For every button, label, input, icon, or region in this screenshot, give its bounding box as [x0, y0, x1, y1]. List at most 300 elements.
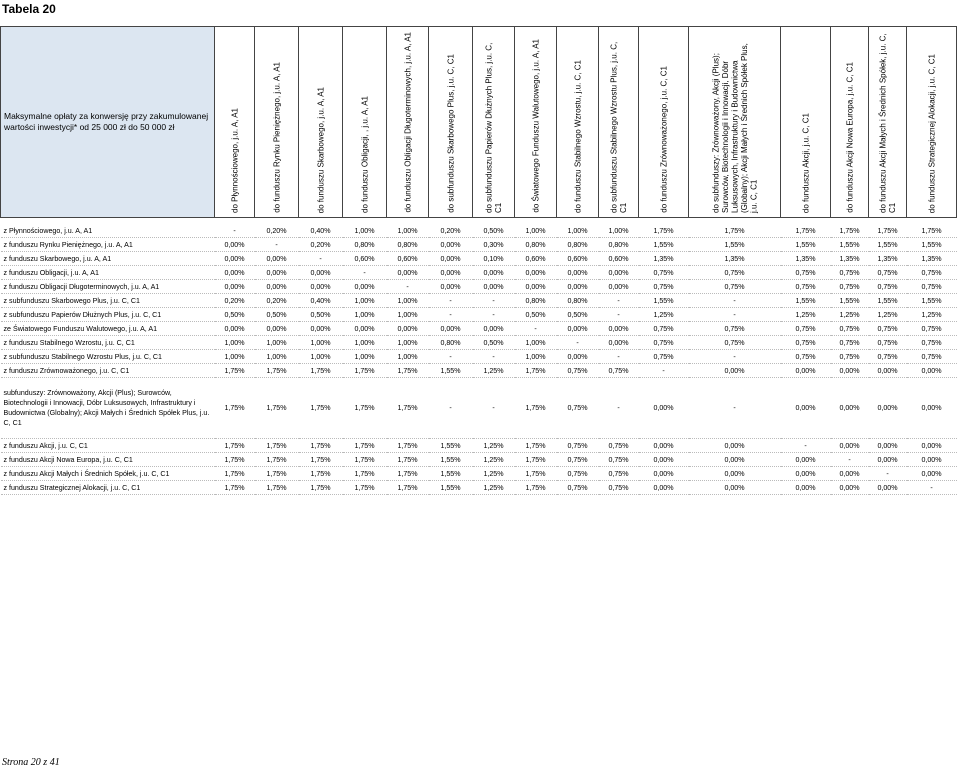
- table-row: [1, 238, 957, 252]
- fee-cell: 0,20%: [429, 224, 473, 238]
- fee-cell: 1,75%: [299, 467, 343, 481]
- fee-cell: 0,20%: [255, 224, 299, 238]
- fee-cell: 1,75%: [215, 378, 255, 439]
- fee-cell: 1,00%: [343, 336, 387, 350]
- fee-cell: 0,00%: [255, 280, 299, 294]
- fee-cell: 1,00%: [599, 224, 639, 238]
- fee-cell: 0,00%: [429, 252, 473, 266]
- fee-cell: 0,00%: [299, 266, 343, 280]
- header-row: [1, 27, 957, 218]
- row-label: z funduszu Rynku Pieniężnego, j.u. A, A1: [1, 238, 215, 252]
- fee-cell: 0,75%: [831, 350, 869, 364]
- fee-cell: 0,75%: [831, 266, 869, 280]
- fee-cell: 1,75%: [387, 453, 429, 467]
- fee-cell: 1,55%: [831, 294, 869, 308]
- row-label: z subfunduszu Skarbowego Plus, j.u. C, C1: [1, 294, 215, 308]
- fee-cell: 0,75%: [781, 322, 831, 336]
- fee-cell: 0,00%: [869, 453, 907, 467]
- fee-cell: 0,75%: [781, 280, 831, 294]
- fee-cell: 1,75%: [299, 453, 343, 467]
- fee-cell: 0,00%: [907, 364, 957, 378]
- fee-cell: 1,55%: [429, 481, 473, 495]
- fee-cell: 0,75%: [557, 364, 599, 378]
- fee-cell: 0,60%: [515, 252, 557, 266]
- corner-header: Maksymalne opłaty za konwersję przy zakumulowanej wartości inwestycji* od 25 000 zł do 50 000 zł: [1, 27, 215, 218]
- row-label: z funduszu Strategicznej Alokacji, j.u. C, C1: [1, 481, 215, 495]
- table-row: [1, 266, 957, 280]
- fee-cell: 1,75%: [255, 481, 299, 495]
- fee-cell: 0,75%: [869, 280, 907, 294]
- fee-cell: 1,55%: [781, 294, 831, 308]
- fee-cell: 0,60%: [343, 252, 387, 266]
- fee-cell: 0,00%: [255, 322, 299, 336]
- column-header: [299, 27, 343, 218]
- fee-cell: 0,00%: [215, 252, 255, 266]
- column-header-label: do Światowego Funduszu Walutowego, j.u. A, A1: [530, 39, 540, 213]
- fee-cell: 0,00%: [599, 322, 639, 336]
- fee-cell: 1,75%: [515, 467, 557, 481]
- fee-cell: 0,00%: [781, 378, 831, 439]
- fee-cell: 1,75%: [387, 481, 429, 495]
- fee-cell: 1,75%: [869, 224, 907, 238]
- fee-cell: -: [639, 364, 689, 378]
- column-header-label: do subfunduszy: Zrównoważony, Akcji (Plus); Surowców, Biotechnologii i Innowacji, Dóbr Luksusowych, Infrastruktury i Budownictwa (Globalny); Akcji Małych i Średnich Spółek Plus, j.u. C, C1: [710, 43, 758, 213]
- fee-cell: 0,00%: [831, 378, 869, 439]
- fee-cell: 1,75%: [299, 378, 343, 439]
- fee-cell: 0,80%: [515, 238, 557, 252]
- fee-cell: 0,00%: [515, 266, 557, 280]
- fee-cell: 0,00%: [689, 364, 781, 378]
- column-header: [781, 27, 831, 218]
- fee-cell: 0,50%: [557, 308, 599, 322]
- fee-cell: 0,75%: [557, 467, 599, 481]
- fee-cell: 0,75%: [869, 336, 907, 350]
- fee-cell: 0,00%: [639, 453, 689, 467]
- fee-cell: 1,55%: [781, 238, 831, 252]
- fee-cell: 0,00%: [639, 378, 689, 439]
- fee-cell: 0,80%: [599, 238, 639, 252]
- fee-cell: 0,50%: [255, 308, 299, 322]
- fee-cell: 1,75%: [387, 439, 429, 453]
- fee-cell: 1,25%: [473, 453, 515, 467]
- column-header: [255, 27, 299, 218]
- fee-cell: -: [473, 378, 515, 439]
- table-row: [1, 308, 957, 322]
- fee-cell: 0,75%: [869, 350, 907, 364]
- row-label: z funduszu Obligacji, j.u. A, A1: [1, 266, 215, 280]
- fee-cell: 0,00%: [689, 467, 781, 481]
- fee-cell: 1,25%: [639, 308, 689, 322]
- table-row: [1, 294, 957, 308]
- fee-cell: 1,75%: [515, 378, 557, 439]
- fee-cell: 1,00%: [343, 308, 387, 322]
- row-label: z funduszu Akcji, j.u. C, C1: [1, 439, 215, 453]
- fee-cell: 1,75%: [515, 439, 557, 453]
- fee-cell: 1,75%: [343, 453, 387, 467]
- fee-cell: 0,75%: [831, 336, 869, 350]
- fee-cell: 1,00%: [255, 336, 299, 350]
- fee-cell: 0,75%: [689, 280, 781, 294]
- fee-cell: 0,75%: [907, 322, 957, 336]
- fee-cell: 0,75%: [599, 439, 639, 453]
- fee-cell: 0,00%: [473, 266, 515, 280]
- fee-cell: 1,00%: [387, 350, 429, 364]
- table-row: [1, 252, 957, 266]
- column-header-label: do subfunduszu Papierów Dłużnych Plus, j.u. C, C1: [484, 42, 503, 213]
- table-row: [1, 350, 957, 364]
- fee-cell: -: [515, 322, 557, 336]
- fee-cell: 1,25%: [473, 439, 515, 453]
- column-header-label: do subfunduszu Skarbowego Plus, j.u. C, C1: [445, 54, 455, 213]
- fee-cell: 0,00%: [429, 238, 473, 252]
- column-header-label: do funduszu Akcji Małych i Średnich Spółek, j.u. C, C1: [878, 33, 897, 213]
- fee-cell: 1,00%: [299, 336, 343, 350]
- fee-cell: 1,55%: [907, 238, 957, 252]
- row-label: z subfunduszu Stabilnego Wzrostu Plus, j.u. C, C1: [1, 350, 215, 364]
- fee-cell: 0,75%: [557, 481, 599, 495]
- fee-cell: -: [429, 294, 473, 308]
- fee-cell: -: [429, 378, 473, 439]
- fee-cell: 1,55%: [639, 294, 689, 308]
- fee-cell: 1,00%: [387, 294, 429, 308]
- row-label: z funduszu Skarbowego, j.u. A, A1: [1, 252, 215, 266]
- fee-cell: 0,00%: [473, 280, 515, 294]
- fee-cell: 0,00%: [299, 322, 343, 336]
- fee-cell: 1,75%: [387, 378, 429, 439]
- column-header: [599, 27, 639, 218]
- fee-cell: 0,60%: [557, 252, 599, 266]
- fee-cell: 0,40%: [299, 294, 343, 308]
- column-header: [429, 27, 473, 218]
- fee-cell: 1,00%: [387, 308, 429, 322]
- fee-cell: 1,00%: [255, 350, 299, 364]
- table-row: [1, 439, 957, 453]
- fee-cell: 0,00%: [557, 280, 599, 294]
- fee-cell: -: [255, 238, 299, 252]
- fee-cell: 0,75%: [907, 280, 957, 294]
- fee-cell: -: [429, 308, 473, 322]
- fee-cell: 1,35%: [689, 252, 781, 266]
- fee-cell: 0,00%: [299, 280, 343, 294]
- fee-cell: 0,60%: [387, 252, 429, 266]
- fee-cell: 0,00%: [639, 481, 689, 495]
- fee-cell: 1,35%: [869, 252, 907, 266]
- fee-cell: -: [473, 294, 515, 308]
- fee-cell: 0,00%: [255, 266, 299, 280]
- fee-cell: 1,75%: [299, 364, 343, 378]
- fee-cell: 0,75%: [639, 350, 689, 364]
- fee-cell: -: [599, 308, 639, 322]
- fee-cell: 1,55%: [689, 238, 781, 252]
- fee-cell: 0,00%: [831, 481, 869, 495]
- fee-cell: 1,25%: [781, 308, 831, 322]
- column-header-label: do Płynnościowego, j.u. A, A1: [229, 108, 239, 213]
- fee-table: [0, 26, 957, 495]
- table-row: [1, 378, 957, 439]
- row-label: subfunduszy: Zrównoważony, Akcji (Plus); Surowców, Biotechnologii i Innowacji, Dóbr Luksusowych, Infrastruktury i Budownictwa (Globalny); Akcji Małych i Średnich Spółek Plus, j.u. C, C1: [1, 378, 215, 439]
- fee-cell: 0,20%: [215, 294, 255, 308]
- fee-cell: 1,75%: [215, 481, 255, 495]
- fee-cell: 0,75%: [557, 439, 599, 453]
- fee-cell: 1,55%: [429, 467, 473, 481]
- column-header-label: do funduszu Skarbowego, j.u. A, A1: [315, 86, 325, 213]
- fee-cell: 0,00%: [557, 266, 599, 280]
- table-row: [1, 481, 957, 495]
- table-row: [1, 467, 957, 481]
- fee-cell: 1,75%: [515, 364, 557, 378]
- fee-cell: 1,75%: [831, 224, 869, 238]
- fee-cell: 1,75%: [343, 378, 387, 439]
- fee-cell: 0,75%: [599, 467, 639, 481]
- fee-cell: 1,75%: [255, 378, 299, 439]
- fee-cell: 0,80%: [429, 336, 473, 350]
- fee-cell: 0,75%: [689, 336, 781, 350]
- row-label: z subfunduszu Papierów Dłużnych Plus, j.u. C, C1: [1, 308, 215, 322]
- fee-cell: 1,25%: [907, 308, 957, 322]
- fee-cell: 1,55%: [907, 294, 957, 308]
- row-label: z funduszu Akcji Nowa Europa, j.u. C, C1: [1, 453, 215, 467]
- fee-cell: 1,75%: [215, 364, 255, 378]
- fee-cell: 1,35%: [907, 252, 957, 266]
- fee-cell: 0,50%: [515, 308, 557, 322]
- column-header-label: do subfunduszu Stabilnego Wzrostu Plus, j.u. C, C1: [609, 41, 628, 213]
- fee-cell: 1,00%: [343, 294, 387, 308]
- fee-cell: 1,55%: [429, 439, 473, 453]
- fee-cell: 0,80%: [557, 238, 599, 252]
- fee-cell: 0,00%: [781, 364, 831, 378]
- column-header: [639, 27, 689, 218]
- fee-cell: 1,55%: [639, 238, 689, 252]
- fee-cell: 0,80%: [343, 238, 387, 252]
- fee-cell: 0,50%: [473, 224, 515, 238]
- fee-cell: -: [429, 350, 473, 364]
- fee-cell: 0,00%: [343, 322, 387, 336]
- fee-cell: 0,75%: [599, 481, 639, 495]
- fee-cell: 0,75%: [689, 266, 781, 280]
- fee-cell: 0,00%: [387, 322, 429, 336]
- row-label: z funduszu Akcji Małych i Średnich Spółek, j.u. C, C1: [1, 467, 215, 481]
- fee-cell: 0,80%: [515, 294, 557, 308]
- fee-cell: -: [215, 224, 255, 238]
- fee-cell: 1,75%: [343, 481, 387, 495]
- fee-cell: 0,75%: [599, 453, 639, 467]
- fee-cell: 0,00%: [907, 439, 957, 453]
- fee-cell: 1,35%: [831, 252, 869, 266]
- fee-cell: 0,75%: [639, 336, 689, 350]
- fee-cell: 1,55%: [429, 453, 473, 467]
- fee-cell: -: [473, 350, 515, 364]
- fee-cell: 0,50%: [215, 308, 255, 322]
- fee-cell: 0,00%: [689, 481, 781, 495]
- fee-cell: -: [831, 453, 869, 467]
- fee-cell: 0,75%: [639, 280, 689, 294]
- column-header: [215, 27, 255, 218]
- column-header: [831, 27, 869, 218]
- fee-cell: 1,75%: [299, 439, 343, 453]
- column-header-label: do funduszu Stabilnego Wzrostu, j.u. C, C1: [572, 60, 582, 213]
- fee-cell: 0,75%: [639, 266, 689, 280]
- fee-cell: 1,25%: [473, 364, 515, 378]
- fee-cell: -: [299, 252, 343, 266]
- fee-cell: 1,75%: [387, 364, 429, 378]
- fee-cell: 0,00%: [429, 322, 473, 336]
- fee-cell: 1,25%: [473, 481, 515, 495]
- fee-cell: 0,00%: [215, 322, 255, 336]
- fee-cell: 1,00%: [343, 224, 387, 238]
- fee-cell: -: [689, 378, 781, 439]
- column-header-label: do funduszu Akcji, j.u. C, C1: [800, 112, 810, 213]
- fee-cell: 1,75%: [689, 224, 781, 238]
- fee-cell: 1,75%: [255, 467, 299, 481]
- fee-cell: -: [473, 308, 515, 322]
- row-label: z funduszu Zrównoważonego, j.u. C, C1: [1, 364, 215, 378]
- fee-cell: 0,00%: [689, 439, 781, 453]
- fee-cell: 0,00%: [429, 280, 473, 294]
- fee-cell: 0,00%: [781, 467, 831, 481]
- fee-cell: 0,00%: [869, 364, 907, 378]
- fee-cell: -: [869, 467, 907, 481]
- fee-cell: 1,00%: [343, 350, 387, 364]
- column-header-label: do funduszu Obligacji Długoterminowych, j.u. A, A1: [402, 32, 412, 213]
- fee-cell: 0,75%: [907, 350, 957, 364]
- fee-cell: 1,75%: [515, 453, 557, 467]
- fee-cell: 0,00%: [557, 350, 599, 364]
- fee-cell: 0,75%: [599, 364, 639, 378]
- fee-cell: 0,00%: [387, 266, 429, 280]
- fee-cell: -: [781, 439, 831, 453]
- fee-cell: 1,35%: [639, 252, 689, 266]
- fee-cell: 0,75%: [781, 266, 831, 280]
- fee-cell: 1,55%: [429, 364, 473, 378]
- table-row: [1, 364, 957, 378]
- fee-cell: 0,20%: [299, 238, 343, 252]
- fee-cell: 0,00%: [907, 378, 957, 439]
- fee-cell: 0,75%: [869, 266, 907, 280]
- fee-cell: 0,00%: [907, 467, 957, 481]
- fee-cell: 0,00%: [599, 336, 639, 350]
- fee-cell: 1,00%: [215, 350, 255, 364]
- fee-cell: 0,75%: [831, 280, 869, 294]
- fee-cell: 0,00%: [639, 467, 689, 481]
- fee-cell: 1,75%: [255, 453, 299, 467]
- fee-cell: -: [689, 350, 781, 364]
- fee-cell: -: [343, 266, 387, 280]
- fee-cell: 0,75%: [557, 378, 599, 439]
- fee-cell: 0,00%: [907, 453, 957, 467]
- fee-cell: 0,00%: [781, 453, 831, 467]
- fee-cell: 0,00%: [781, 481, 831, 495]
- fee-cell: 1,75%: [639, 224, 689, 238]
- fee-cell: 1,00%: [515, 350, 557, 364]
- column-header-label: do funduszu Rynku Pieniężnego, j.u. A, A1: [271, 62, 281, 213]
- column-header: [387, 27, 429, 218]
- fee-cell: 0,00%: [343, 280, 387, 294]
- page-footer: Strona 20 z 41: [2, 757, 60, 768]
- fee-cell: 1,55%: [831, 238, 869, 252]
- table-body: [1, 218, 957, 495]
- fee-cell: 0,00%: [215, 266, 255, 280]
- fee-cell: 0,50%: [299, 308, 343, 322]
- row-label: ze Światowego Funduszu Walutowego, j.u. A, A1: [1, 322, 215, 336]
- fee-cell: 0,00%: [689, 453, 781, 467]
- fee-cell: 0,75%: [781, 336, 831, 350]
- fee-cell: 1,75%: [387, 467, 429, 481]
- fee-cell: 1,75%: [781, 224, 831, 238]
- fee-cell: 1,00%: [557, 224, 599, 238]
- fee-cell: 1,75%: [255, 364, 299, 378]
- fee-cell: 1,00%: [515, 336, 557, 350]
- fee-cell: 0,75%: [831, 322, 869, 336]
- fee-cell: 0,00%: [255, 252, 299, 266]
- fee-cell: 0,60%: [599, 252, 639, 266]
- column-header: [473, 27, 515, 218]
- fee-cell: 1,00%: [387, 224, 429, 238]
- table-row: [1, 322, 957, 336]
- fee-cell: 1,00%: [387, 336, 429, 350]
- fee-cell: 0,00%: [215, 238, 255, 252]
- column-header-label: do funduszu Akcji Nowa Europa, j.u. C, C1: [844, 62, 854, 213]
- fee-cell: 1,75%: [215, 453, 255, 467]
- fee-cell: -: [907, 481, 957, 495]
- fee-cell: -: [599, 350, 639, 364]
- fee-cell: 1,35%: [781, 252, 831, 266]
- fee-cell: 0,20%: [255, 294, 299, 308]
- fee-cell: 0,10%: [473, 252, 515, 266]
- fee-cell: 0,00%: [557, 322, 599, 336]
- fee-cell: 1,75%: [215, 467, 255, 481]
- fee-cell: 0,80%: [387, 238, 429, 252]
- fee-cell: -: [599, 378, 639, 439]
- fee-cell: 0,75%: [689, 322, 781, 336]
- column-header: [557, 27, 599, 218]
- fee-cell: 0,00%: [831, 467, 869, 481]
- column-header: [869, 27, 907, 218]
- fee-cell: 0,75%: [557, 453, 599, 467]
- fee-cell: 1,00%: [299, 350, 343, 364]
- fee-cell: 0,30%: [473, 238, 515, 252]
- fee-cell: -: [387, 280, 429, 294]
- fee-cell: 0,00%: [215, 280, 255, 294]
- column-header-label: do funduszu Obligacji, , j.u. A, A1: [359, 96, 369, 213]
- table-row: [1, 280, 957, 294]
- fee-cell: 1,75%: [343, 467, 387, 481]
- fee-cell: 0,75%: [869, 322, 907, 336]
- column-header-label: do funduszu Strategicznej Alokacji, j.u. C, C1: [926, 53, 936, 213]
- fee-cell: -: [689, 294, 781, 308]
- fee-cell: 0,00%: [599, 280, 639, 294]
- fee-cell: 0,80%: [557, 294, 599, 308]
- column-header: [907, 27, 957, 218]
- fee-cell: 0,00%: [599, 266, 639, 280]
- fee-cell: 1,25%: [473, 467, 515, 481]
- fee-cell: -: [557, 336, 599, 350]
- fee-cell: 1,75%: [343, 439, 387, 453]
- fee-cell: 1,75%: [255, 439, 299, 453]
- fee-cell: 0,00%: [515, 280, 557, 294]
- table-row: [1, 224, 957, 238]
- fee-cell: 0,00%: [831, 364, 869, 378]
- column-header-label: do funduszu Zrównoważonego, j.u. C, C1: [658, 66, 668, 213]
- fee-cell: -: [599, 294, 639, 308]
- column-header: [343, 27, 387, 218]
- fee-cell: 1,75%: [215, 439, 255, 453]
- row-label: z funduszu Obligacji Długoterminowych, j.u. A, A1: [1, 280, 215, 294]
- row-label: z funduszu Stabilnego Wzrostu, j.u. C, C1: [1, 336, 215, 350]
- fee-cell: 1,55%: [869, 238, 907, 252]
- fee-cell: 1,75%: [343, 364, 387, 378]
- fee-cell: 1,75%: [907, 224, 957, 238]
- table-row: [1, 336, 957, 350]
